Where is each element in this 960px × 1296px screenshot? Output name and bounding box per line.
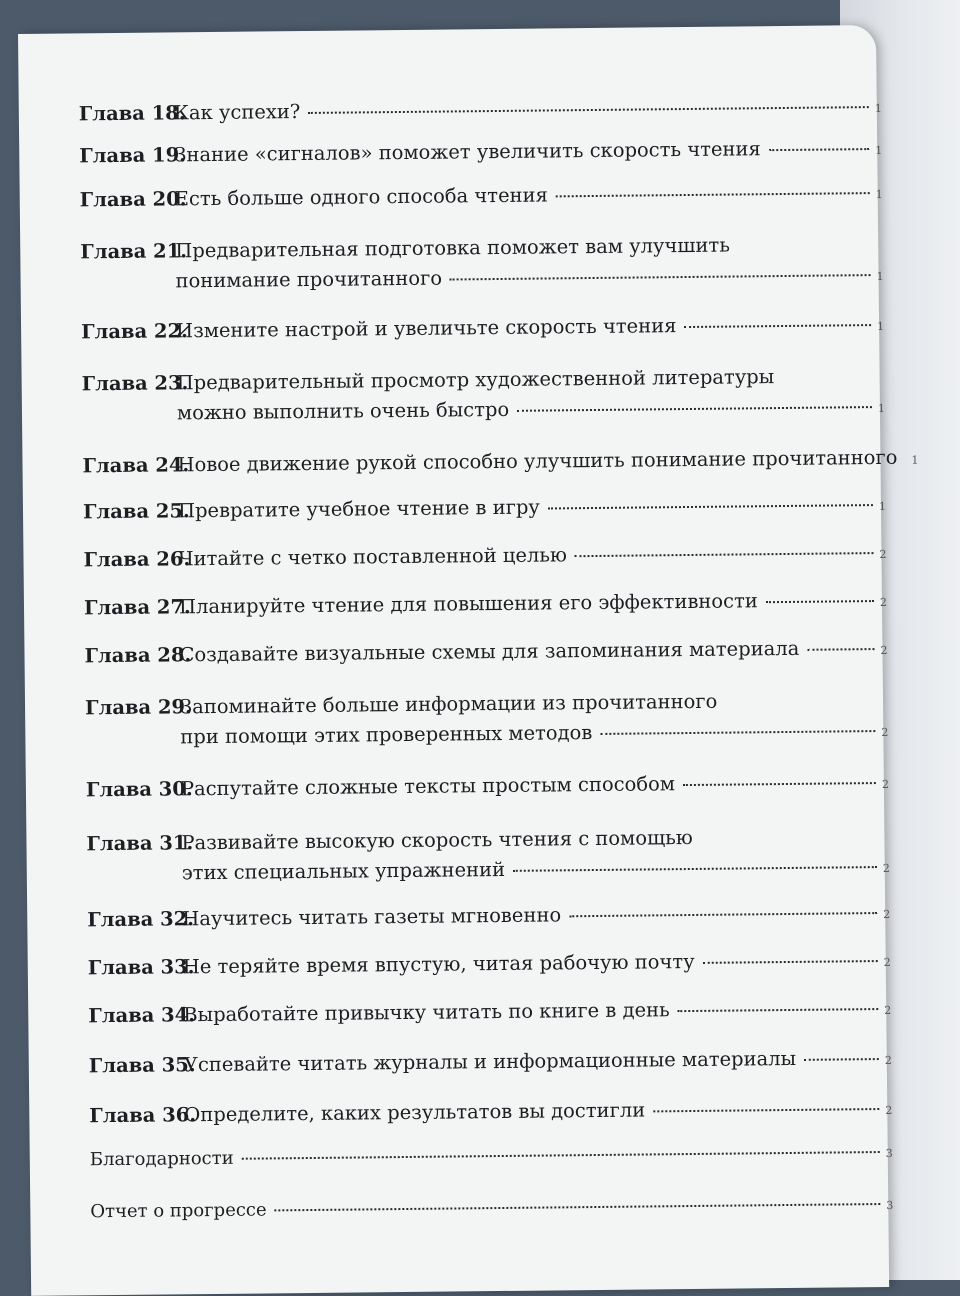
chapter-label: Глава 22.	[81, 316, 176, 347]
chapter-label: Глава 30.	[86, 774, 181, 805]
chapter-title: Измените настрой и увеличьте скорость чтения	[176, 311, 677, 346]
toc-entry-24	[82, 443, 892, 484]
toc-entry-20	[80, 177, 890, 218]
dot-leader	[548, 503, 873, 509]
chapter-label: Глава 27.	[84, 592, 179, 623]
page-number: 3	[886, 1191, 900, 1221]
chapter-title: Выработайте привычку читать по книге в день	[183, 995, 670, 1030]
chapter-label: Глава 19.	[79, 140, 174, 171]
dot-leader	[804, 1057, 879, 1061]
toc-entry-33	[88, 945, 898, 986]
chapter-title: Определите, каких результатов вы достигли	[184, 1095, 645, 1130]
chapter-label: Глава 28.	[84, 640, 179, 671]
page-number: 2	[880, 588, 894, 618]
dot-leader	[766, 599, 874, 603]
toc-entry-25	[83, 489, 893, 530]
toc-entry-progress-report	[90, 1189, 900, 1229]
toc-entry-22	[81, 309, 891, 350]
dot-leader	[600, 729, 875, 735]
dot-leader	[684, 323, 871, 328]
table-of-contents	[79, 91, 879, 99]
chapter-title-continued: понимание прочитанного	[175, 264, 442, 297]
page-number: 2	[880, 636, 894, 666]
page-number: 1	[875, 94, 889, 124]
dot-leader	[275, 1202, 881, 1211]
dot-leader	[653, 1107, 879, 1112]
toc-entry-18	[79, 91, 889, 132]
page-number: 3	[886, 1139, 900, 1169]
dot-leader	[683, 781, 876, 786]
toc-entry-34	[88, 993, 898, 1034]
toc-entry-29	[85, 685, 896, 756]
chapter-label: Глава 33.	[88, 952, 183, 983]
chapter-label: Глава 18.	[79, 98, 174, 129]
page-number: 2	[882, 770, 896, 800]
chapter-title: Новое движение рукой способно улучшить понимание прочитанного	[177, 443, 897, 481]
chapter-label: Глава 29.	[85, 692, 180, 723]
chapter-label: Глава 26.	[83, 544, 178, 575]
book-page	[18, 25, 889, 1296]
chapter-label: Глава 35.	[89, 1050, 184, 1081]
chapter-title: Планируйте чтение для повышения его эффективности	[179, 586, 758, 622]
page-number: 2	[883, 854, 897, 884]
toc-entry-28	[84, 633, 894, 674]
dot-leader	[242, 1150, 880, 1160]
page-number: 1	[877, 312, 891, 342]
chapter-title: Не теряйте время впустую, читая рабочую почту	[183, 947, 695, 982]
page-number: 2	[879, 540, 893, 570]
dot-leader	[769, 147, 870, 151]
chapter-title-continued: можно выполнить очень быстро	[177, 395, 509, 428]
dot-leader	[450, 273, 871, 280]
toc-entry-36	[89, 1093, 899, 1134]
page-number: 1	[876, 180, 890, 210]
dot-leader	[513, 865, 877, 872]
page-number: 1	[911, 446, 925, 476]
toc-entry-21	[80, 229, 891, 300]
chapter-title: Запоминайте больше информации из прочитанного	[180, 687, 718, 723]
page-number: 1	[878, 394, 892, 424]
chapter-title: Развивайте высокую скорость чтения с помощью	[181, 823, 693, 858]
toc-entry-27	[84, 585, 894, 626]
toc-entry-30	[86, 767, 896, 808]
dot-leader	[575, 551, 874, 557]
dot-leader	[517, 405, 872, 412]
chapter-title: Читайте с четко поставленной целью	[178, 540, 567, 574]
chapter-title: Распутайте сложные тексты простым способом	[181, 769, 675, 804]
chapter-title: Успевайте читать журналы и информационные материалы	[184, 1044, 797, 1080]
chapter-label: Глава 23.	[82, 368, 177, 399]
page-number: 1	[875, 136, 889, 166]
toc-entry-19	[79, 133, 889, 174]
chapter-title: Научитесь читать газеты мгновенно	[182, 900, 561, 934]
page-number: 1	[876, 262, 890, 292]
chapter-label: Глава 36.	[89, 1100, 184, 1131]
toc-entry-acknowledgements	[90, 1137, 900, 1177]
section-title: Благодарности	[90, 1144, 234, 1176]
chapter-title: Превратите учебное чтение в игру	[178, 493, 540, 527]
page-number: 2	[881, 718, 895, 748]
dot-leader	[308, 105, 869, 114]
chapter-label: Глава 32.	[87, 904, 182, 935]
page-number: 2	[885, 1096, 899, 1126]
chapter-title: Предварительный просмотр художественной литературы	[177, 362, 775, 398]
chapter-title: Создавайте визуальные схемы для запоминания материала	[179, 634, 799, 670]
dot-leader	[807, 647, 874, 651]
dot-leader	[569, 911, 877, 917]
dot-leader	[556, 191, 870, 197]
page-number: 2	[883, 900, 897, 930]
chapter-label: Глава 21.	[80, 236, 175, 267]
page-number: 1	[879, 492, 893, 522]
toc-entry-23	[82, 361, 893, 432]
chapter-label: Глава 20.	[80, 184, 175, 215]
chapter-label: Глава 25.	[83, 496, 178, 527]
dot-leader	[678, 1007, 879, 1012]
toc-entry-32	[87, 897, 897, 938]
chapter-title-continued: при помощи этих проверенных методов	[180, 718, 592, 752]
section-title: Отчет о прогрессе	[90, 1195, 267, 1227]
chapter-label: Глава 24.	[82, 450, 177, 481]
chapter-title: Знание «сигналов» поможет увеличить скорость чтения	[174, 134, 761, 170]
page-number: 2	[884, 948, 898, 978]
chapter-title: Предварительная подготовка поможет вам улучшить	[175, 231, 730, 267]
toc-entry-31	[86, 821, 897, 892]
dot-leader	[703, 959, 878, 964]
toc-entry-26	[83, 537, 893, 578]
chapter-label: Глава 31.	[86, 828, 181, 859]
page-number: 2	[885, 1046, 899, 1076]
chapter-title: Есть больше одного способа чтения	[175, 180, 548, 214]
toc-entry-35	[89, 1043, 899, 1084]
page-number: 2	[884, 996, 898, 1026]
chapter-title: Как успехи?	[174, 97, 301, 128]
chapter-title-continued: этих специальных упражнений	[182, 855, 506, 888]
chapter-label: Глава 34.	[88, 1000, 183, 1031]
